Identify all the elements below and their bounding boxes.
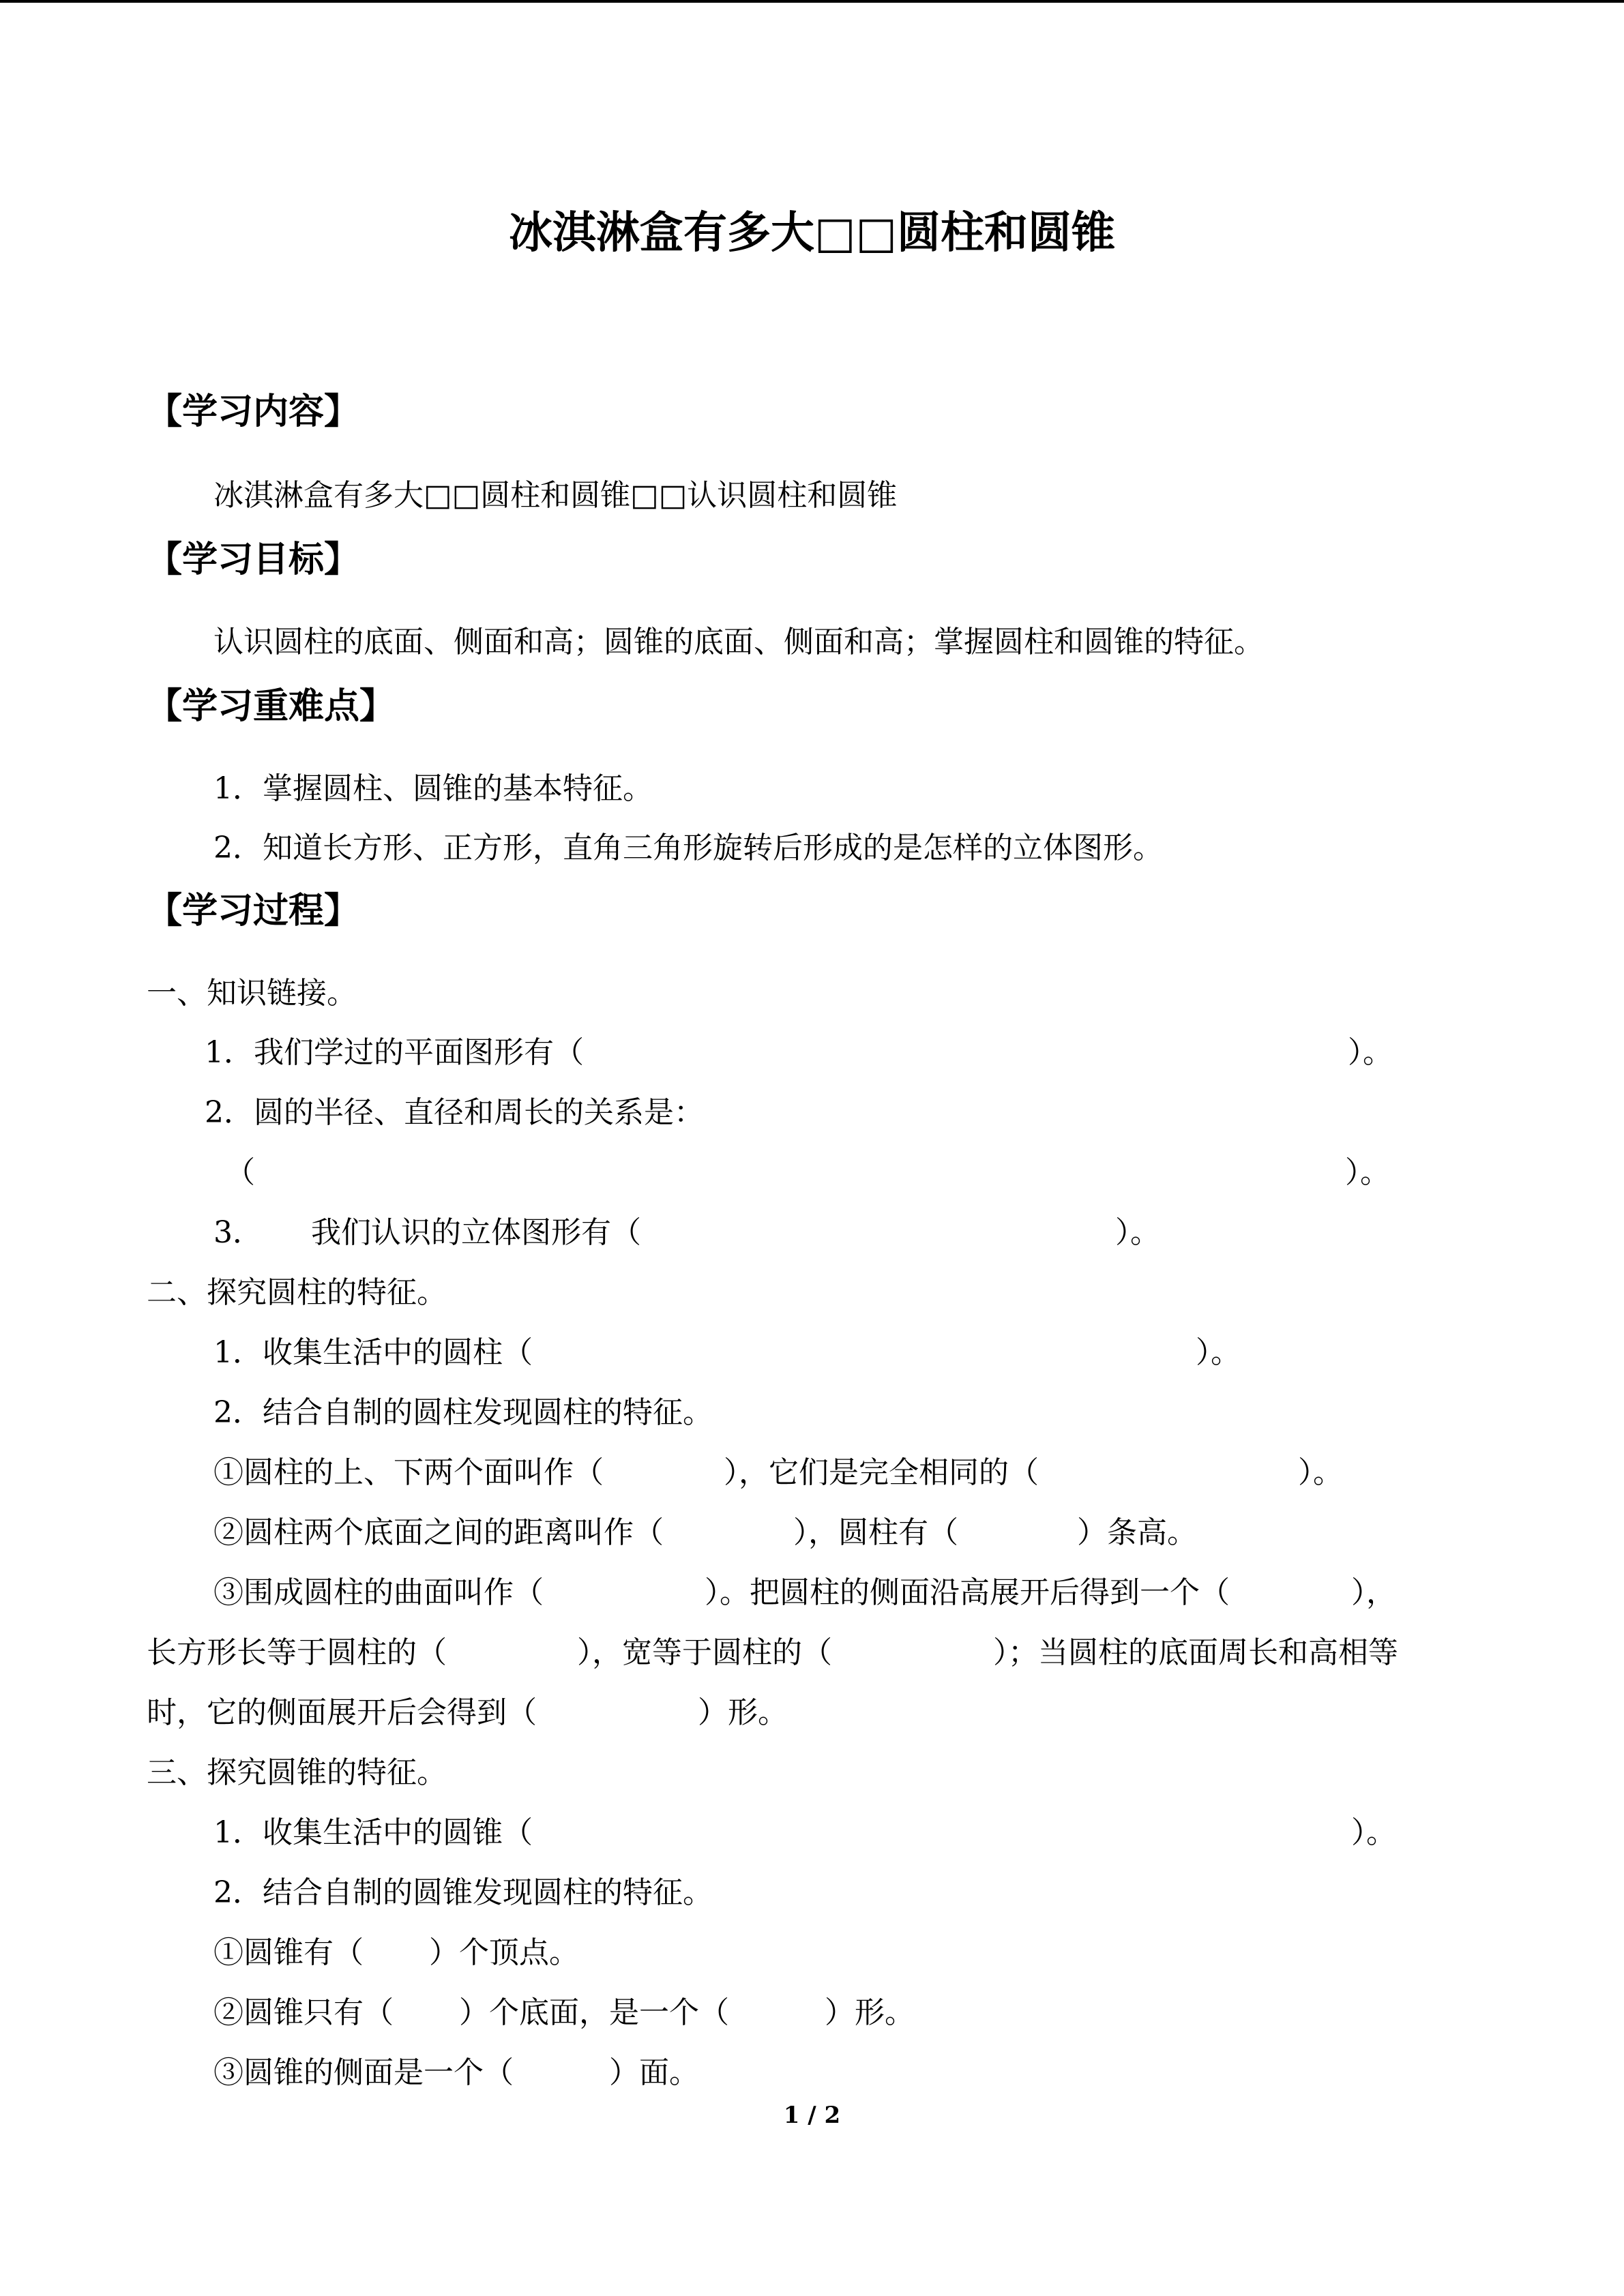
question-text: ③圆锥的侧面是一个（ <box>213 2055 514 2090</box>
question-text: ）条高。 <box>1077 1515 1197 1550</box>
question-text: ③围成圆柱的曲面叫作（ <box>213 1575 544 1610</box>
heading-learning-process: 【学习过程】 <box>147 890 360 931</box>
part2-question-2: 2．结合自制的圆柱发现圆柱的特征。 <box>213 1395 713 1430</box>
part1-question-1 <box>205 1035 1393 1070</box>
question-text: ）。 <box>1196 1335 1241 1370</box>
question-text: 1．我们学过的平面图形有（ <box>205 1035 584 1070</box>
question-text: ）面。 <box>609 2055 699 2090</box>
question-text: 我们认识的立体图形有（ <box>311 1215 641 1250</box>
part3-clause-3 <box>213 2055 699 2090</box>
part3-title: 三、探究圆锥的特征。 <box>147 1755 447 1790</box>
question-text: ）。 <box>1345 1155 1390 1190</box>
part1-question-2-answer-line <box>225 1155 1390 1190</box>
question-text: （ <box>225 1155 255 1190</box>
part2-clause-2 <box>213 1515 1197 1550</box>
page-title: 冰淇淋盒有多大□□圆柱和圆锥 <box>509 207 1115 258</box>
question-text: 1．收集生活中的圆锥（ <box>213 1815 533 1850</box>
question-text: ），它们是完全相同的（ <box>724 1455 1039 1490</box>
part2-question-1 <box>213 1335 1241 1370</box>
part2-clause-3-line-2 <box>147 1635 1398 1670</box>
question-text: ）形。 <box>698 1695 788 1730</box>
question-text: ）， <box>1351 1575 1396 1610</box>
part3-question-1 <box>213 1815 1396 1850</box>
question-text: ②圆锥只有（ <box>213 1995 394 2030</box>
part3-clause-1 <box>213 1935 579 1970</box>
part1-title: 一、知识链接。 <box>147 976 357 1011</box>
part1-question-2: 2．圆的半径、直径和周长的关系是： <box>205 1095 704 1130</box>
question-text: ），宽等于圆柱的（ <box>577 1635 832 1670</box>
part2-clause-1 <box>213 1455 1343 1490</box>
question-text: ）形。 <box>825 1995 915 2030</box>
question-text: 长方形长等于圆柱的（ <box>147 1635 447 1670</box>
question-text: ）。 <box>1115 1215 1160 1250</box>
question-text: ）个底面，是一个（ <box>459 1995 729 2030</box>
question-text: ），圆柱有（ <box>793 1515 958 1550</box>
question-text: 时，它的侧面展开后会得到（ <box>147 1695 537 1730</box>
page-number: 1 / 2 <box>783 2102 841 2129</box>
part1-question-3 <box>213 1215 1160 1250</box>
question-text: ）个顶点。 <box>429 1935 579 1970</box>
heading-learning-content: 【学习内容】 <box>147 391 360 432</box>
question-text: ①圆柱的上、下两个面叫作（ <box>213 1455 604 1490</box>
part2-clause-3-line-3 <box>147 1695 788 1730</box>
part3-question-2: 2．结合自制的圆锥发现圆柱的特征。 <box>213 1875 713 1910</box>
question-text: ）。 <box>1348 1035 1393 1070</box>
learning-content-text: 冰淇淋盒有多大□□圆柱和圆锥□□认识圆柱和圆锥 <box>213 478 898 513</box>
part2-clause-3 <box>213 1575 1396 1610</box>
question-text: ①圆锥有（ <box>213 1935 364 1970</box>
key-point-item: 1．掌握圆柱、圆锥的基本特征。 <box>213 771 653 806</box>
question-text: ）；当圆柱的底面周长和高相等 <box>993 1635 1398 1670</box>
heading-key-points: 【学习重难点】 <box>147 685 396 727</box>
question-number: 3． <box>213 1215 263 1250</box>
key-point-item: 2．知道长方形、正方形，直角三角形旋转后形成的是怎样的立体图形。 <box>213 831 1163 865</box>
question-text: ②圆柱两个底面之间的距离叫作（ <box>213 1515 664 1550</box>
part3-clause-2 <box>213 1995 915 2030</box>
heading-learning-goals: 【学习目标】 <box>147 539 360 580</box>
question-text: ）。把圆柱的侧面沿高展开后得到一个（ <box>705 1575 1230 1610</box>
question-text: 1．收集生活中的圆柱（ <box>213 1335 533 1370</box>
question-text: ）。 <box>1351 1815 1396 1850</box>
page-top-border <box>0 0 1624 3</box>
part2-title: 二、探究圆柱的特征。 <box>147 1275 447 1310</box>
learning-goals-text: 认识圆柱的底面、侧面和高；圆锥的底面、侧面和高；掌握圆柱和圆锥的特征。 <box>213 625 1264 659</box>
question-text: ）。 <box>1298 1455 1343 1490</box>
